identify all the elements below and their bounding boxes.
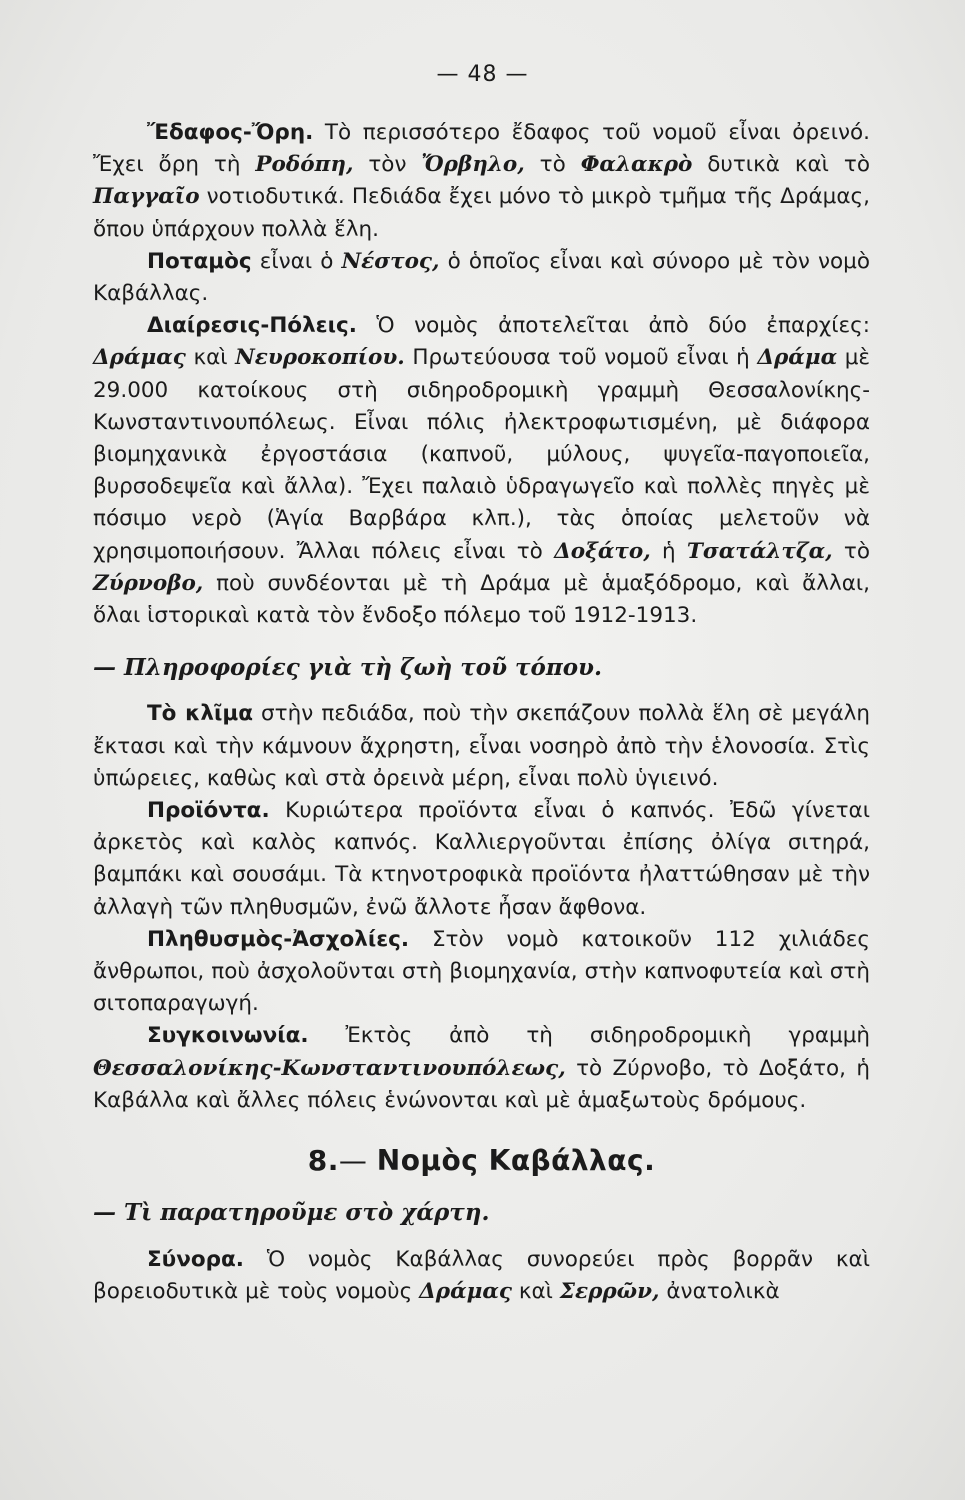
emphasis: Σερρῶν, (559, 1278, 660, 1304)
heading-terrain: Ἔδαφος-Ὄρη. (147, 120, 314, 145)
paragraph-climate (93, 698, 870, 795)
emphasis: Δράμας (419, 1278, 512, 1304)
text: Κυριώτερα προϊόντα εἶναι ὁ καπνός. Ἐδῶ γίνεται ἀρκετὸς καὶ καλὸς καπνός. Καλλιεργοῦνται ἐπίσης ὀλίγα σιτηρά, βαμπάκι καὶ σουσάμι. Τὰ κτηνοτροφικὰ προϊόντα ἠλαττώθησαν μὲ τὴν ἀλλαγὴ τῶν πληθυσμῶν, ἐνῶ ἄλλοτε ἦσαν ἄφθονα. (93, 798, 870, 920)
emphasis: Δοξάτο, (554, 538, 651, 564)
emphasis: Τσατάλτζα, (686, 538, 833, 564)
heading-products: Προϊόντα. (147, 798, 270, 824)
text: ἀνατολικὰ (659, 1278, 780, 1304)
text: Ὁ νομὸς ἀποτελεῖται ἀπὸ δύο ἐπαρχίες: (356, 313, 870, 339)
emphasis: Νευροκοπίου. (235, 345, 405, 371)
text: ὁ ὁποῖος εἶναι καὶ σύνορο μὲ τὸν νομὸ Καβάλλας. (93, 248, 870, 307)
emphasis: Παγγαῖο (93, 184, 200, 210)
text: τὸ Ζύρνοβο, τὸ Δοξάτο, ἡ Καβάλλα καὶ ἄλλες πόλεις ἑνώνονται καὶ μὲ ἁμαξωτοὺς δρόμους. (93, 1055, 870, 1113)
text: καὶ (512, 1278, 560, 1304)
heading-borders: Σύνορα. (147, 1246, 244, 1272)
section-name: Νομὸς Καβάλλας. (376, 1144, 656, 1178)
text: τὸν (353, 152, 422, 178)
text: μὲ 29.000 κατοίκους στὴ σιδηροδρομικὴ γραμμὴ Θεσσαλονίκης-Κωνσταντινουπόλεως. Εἶναι πόλις ἠλεκτροφωτισμένη, μὲ διάφορα βιομηχανικὰ ἐργοστάσια (καπνοῦ, μύλους, ψυγεῖα-παγοποιεῖα, βυρσοδεψεῖα καὶ ἄλλα). Ἔχει παλαιὸ ὑδραγωγεῖο καὶ πολλὲς πηγὲς μὲ πόσιμο νερὸ (Ἁγία Βαρβάρα κλπ.), τὰς ὁποίας μελετοῦν νὰ χρησιμοποιήσουν. Ἄλλαι πόλεις εἶναι τὸ (93, 345, 871, 564)
text: τὸ (524, 152, 581, 178)
emphasis: Θεσσαλονίκης-Κωνσταντινουπόλεως, (93, 1055, 566, 1081)
text: δυτικὰ καὶ τὸ (692, 152, 870, 178)
paragraph-borders (93, 1244, 870, 1308)
emphasis: Νέστος, (341, 248, 440, 274)
section-number: 8. (307, 1144, 339, 1178)
text: Τὸ περισσότερο ἔδαφος τοῦ νομοῦ εἶναι ὀρεινό. Ἔχει ὄρη τὴ (93, 120, 870, 178)
heading-river: Ποταμὸς (147, 248, 252, 274)
emphasis: Ροδόπη, (255, 152, 354, 178)
heading-divisions: Διαίρεσις-Πόλεις. (147, 313, 357, 339)
text: Πρωτεύουσα τοῦ νομοῦ εἶναι ἡ (404, 345, 758, 371)
text: τὸ (832, 538, 870, 564)
paragraph-river (93, 246, 870, 310)
heading-climate: Τὸ κλῖμα (147, 701, 253, 727)
text: καὶ (185, 345, 236, 371)
emphasis: Δράμα (757, 345, 838, 371)
text: Ἐκτὸς ἀπὸ τὴ σιδηροδρομικὴ γραμμὴ (308, 1023, 870, 1049)
heading-transport: Συγκοινωνία. (147, 1023, 309, 1049)
subheading-life-info: — Πληροφορίες γιὰ τὴ ζωὴ τοῦ τόπου. (93, 654, 603, 682)
text: ποὺ συνδέονται μὲ τὴ Δράμα μὲ ἁμαξόδρομο, καὶ ἄλλαι, ὅλαι ἱστορικαὶ κατὰ τὸν ἔνδοξο πόλεμο τοῦ 1912-1913. (93, 570, 870, 629)
section-title (93, 1145, 870, 1177)
text: νοτιοδυτικά. Πεδιάδα ἔχει μόνο τὸ μικρὸ τμῆμα τῆς Δράμας, ὅπου ὑπάρχουν πολλὰ ἕλη. (93, 184, 870, 242)
emphasis: Φαλακρὸ (580, 152, 693, 178)
section-dash: — (338, 1144, 377, 1178)
paragraph-terrain (93, 117, 870, 246)
text: ἡ (650, 538, 687, 564)
emphasis: Ὄρβηλο, (421, 152, 525, 178)
page-number: — 48 — (436, 62, 529, 87)
paragraph-population (93, 924, 870, 1021)
heading-population: Πληθυσμὸς-Ἀσχολίες. (147, 926, 410, 952)
page-body (93, 117, 870, 1308)
text: εἶναι ὁ (251, 248, 342, 274)
emphasis: Δράμας (93, 345, 186, 371)
emphasis: Ζύρνοβο, (93, 570, 204, 596)
text: Ὁ νομὸς Καβάλλας συνορεύει πρὸς βορρᾶν καὶ βορειοδυτικὰ μὲ τοὺς νομοὺς (93, 1246, 870, 1304)
paragraph-products (93, 795, 870, 924)
paragraph-divisions (93, 310, 870, 632)
text: Στὸν νομὸ κατοικοῦν 112 χιλιάδες ἄνθρωποι, ποὺ ἀσχολοῦνται στὴ βιομηχανία, στὴν καπνοφυτεία καὶ στὴ σιτοπαραγωγή. (93, 926, 870, 1017)
text: στὴν πεδιάδα, ποὺ τὴν σκεπάζουν πολλὰ ἕλη σὲ μεγάλη ἔκτασι καὶ τὴν κάμνουν ἄχρηστη, εἶναι νοσηρὸ ἀπὸ τὴν ἑλονοσία. Στὶς ὑπώρειες, καθὼς καὶ στὰ ὀρεινὰ μέρη, εἶναι πολὺ ὑγιεινό. (93, 701, 870, 791)
subheading-map: — Τὶ παρατηροῦμε στὸ χάρτη. (93, 1199, 490, 1227)
paragraph-transport (93, 1020, 870, 1117)
